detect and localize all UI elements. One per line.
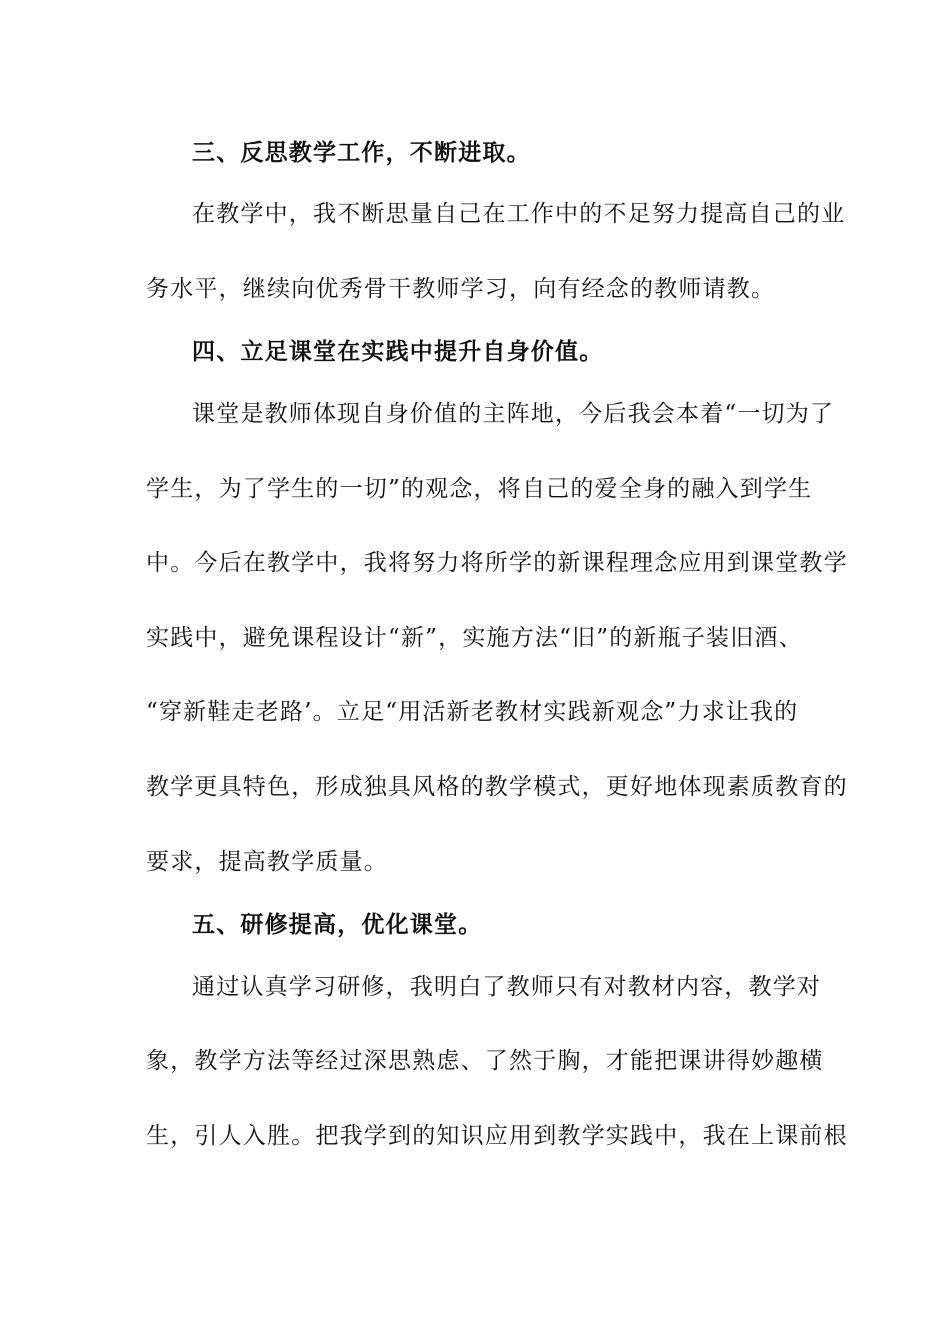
paragraph-line: 中。今后在教学中，我将努力将所学的新课程理念应用到课堂教学 [146, 550, 848, 576]
section-heading-5: 五、研修提高，优化课堂。 [192, 911, 483, 938]
section-heading-3: 三、反思教学工作，不断进取。 [192, 139, 531, 166]
paragraph-line: 在教学中，我不断思量自己在工作中的不足努力提高自己的业 [192, 201, 846, 227]
paragraph-line: 实践中，避免课程设计“新”，实施方法“旧”的新瓶子装旧酒、 [146, 625, 803, 651]
paragraph-line: 学生，为了学生的一切”的观念，将自己的爱全身的融入到学生 [146, 476, 813, 502]
paragraph-line: 要求，提高教学质量。 [146, 849, 388, 875]
paragraph-line: 务水平，继续向优秀骨干教师学习，向有经念的教师请教。 [146, 276, 776, 302]
paragraph-line: 课堂是教师体现自身价值的主阵地，今后我会本着“一切为了 [192, 401, 835, 427]
section-heading-4: 四、立足课堂在实践中提升自身价值。 [192, 338, 604, 365]
paragraph-line: 通过认真学习研修，我明白了教师只有对教材内容，教学对 [192, 974, 822, 1000]
paragraph-line: 象，教学方法等经过深思熟虑、了然于胸，才能把课讲得妙趣横 [146, 1048, 824, 1074]
paragraph-line: “穿新鞋走老路’。立足“用活新老教材实践新观念”力求让我的 [146, 699, 799, 725]
paragraph-line: 生，引人入胜。把我学到的知识应用到教学实践中，我在上课前根 [146, 1123, 848, 1149]
paragraph-line: 教学更具特色，形成独具风格的教学模式，更好地体现素质教育的 [146, 774, 848, 800]
